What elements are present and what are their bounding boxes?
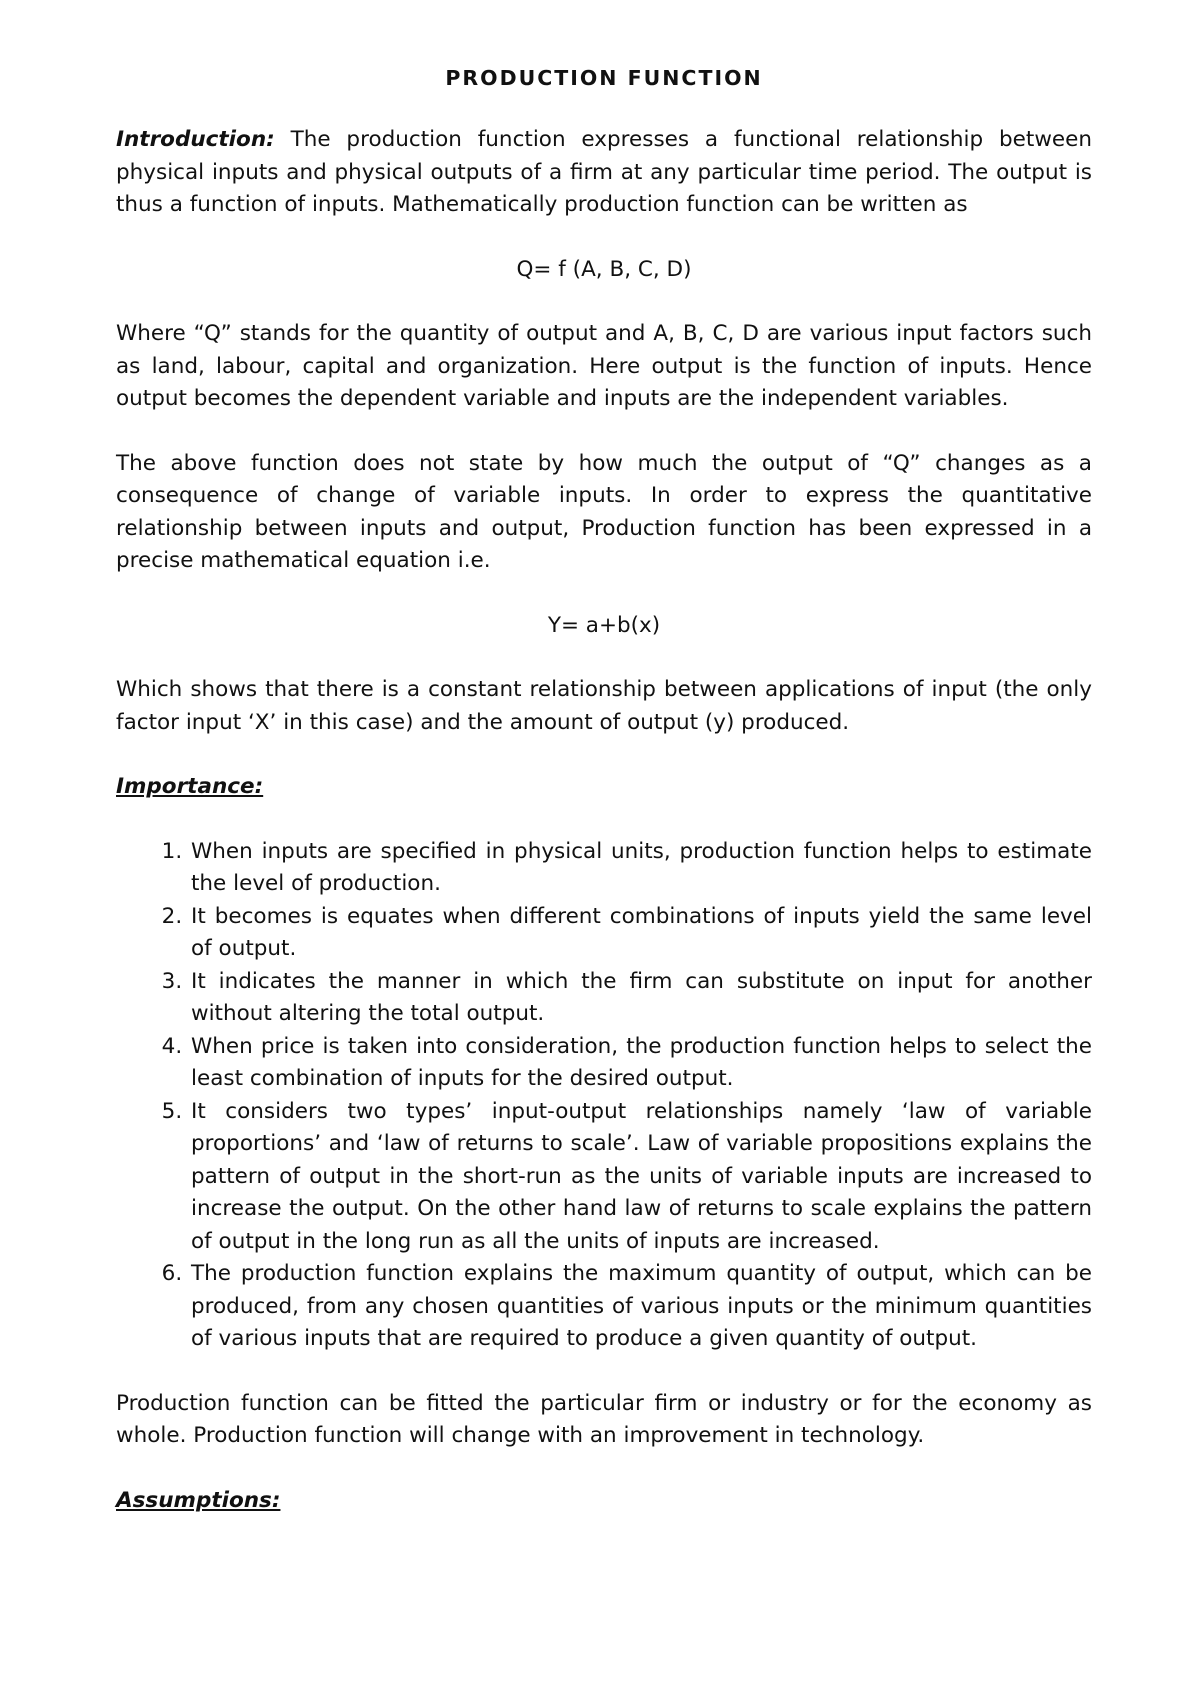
- assumptions-heading: Assumptions:: [116, 1487, 281, 1513]
- importance-item: 6. The production function explains the maximum quantity of output, which can be produced, from any chosen quantities of various inputs or the minimum quantities of various inputs that are required to produce a given quantity of output.: [189, 1258, 1092, 1356]
- importance-list: [116, 836, 1092, 1356]
- above-function-paragraph: The above function does not state by how much the output of “Q” changes as a consequence of change of variable inputs. In order to express the quantitative relationship between inputs and output, Production function has been expressed in a precise mathematical equation i.e.: [116, 450, 1092, 573]
- where-paragraph: Where “Q” stands for the quantity of output and A, B, C, D are various input factors such as land, labour, capital and organization. Here output is the function of inputs. Hence output becomes the dependent variable and inputs are the independent variables.: [116, 321, 1092, 411]
- importance-item: 2. It becomes is equates when different combinations of inputs yield the same level of output.: [189, 901, 1092, 966]
- importance-item: 3. It indicates the manner in which the firm can substitute on input for another without altering the total output.: [189, 966, 1092, 1031]
- intro-text: The production function expresses a functional relationship between physical inputs and physical outputs of a firm at any particular time period. The output is thus a function of inputs. Mathematically production function can be written as: [116, 127, 1092, 217]
- document-page: [116, 62, 1092, 1549]
- importance-heading: Importance:: [116, 774, 264, 799]
- intro-paragraph: [116, 124, 1092, 222]
- importance-item: 1. When inputs are specified in physical units, production function helps to estimate the level of production.: [189, 836, 1092, 901]
- linear-equation: Y= a+b(x): [547, 612, 661, 638]
- document-title: PRODUCTION FUNCTION: [445, 66, 763, 90]
- fitted-paragraph: Production function can be fitted the particular firm or industry or for the economy as whole. Production function will change with an improvement in technology.: [116, 1390, 1092, 1448]
- importance-item: 4. When price is taken into consideration, the production function helps to select the least combination of inputs for the desired output.: [189, 1031, 1092, 1096]
- production-equation: Q= f (A, B, C, D): [516, 256, 692, 282]
- importance-item: 5. It considers two types’ input-output relationships namely ‘law of variable proportions’ and ‘law of returns to scale’. Law of variable propositions explains the pattern of output in the short-run as the units of variable inputs are increased to increase the output. On the other hand law of returns to scale explains the pattern of output in the long run as all the units of inputs are increased.: [189, 1096, 1092, 1259]
- intro-label: Introduction:: [116, 127, 275, 152]
- constant-relationship-paragraph: Which shows that there is a constant relationship between applications of input (the only factor input ‘X’ in this case) and the amount of output (y) produced.: [116, 677, 1092, 735]
